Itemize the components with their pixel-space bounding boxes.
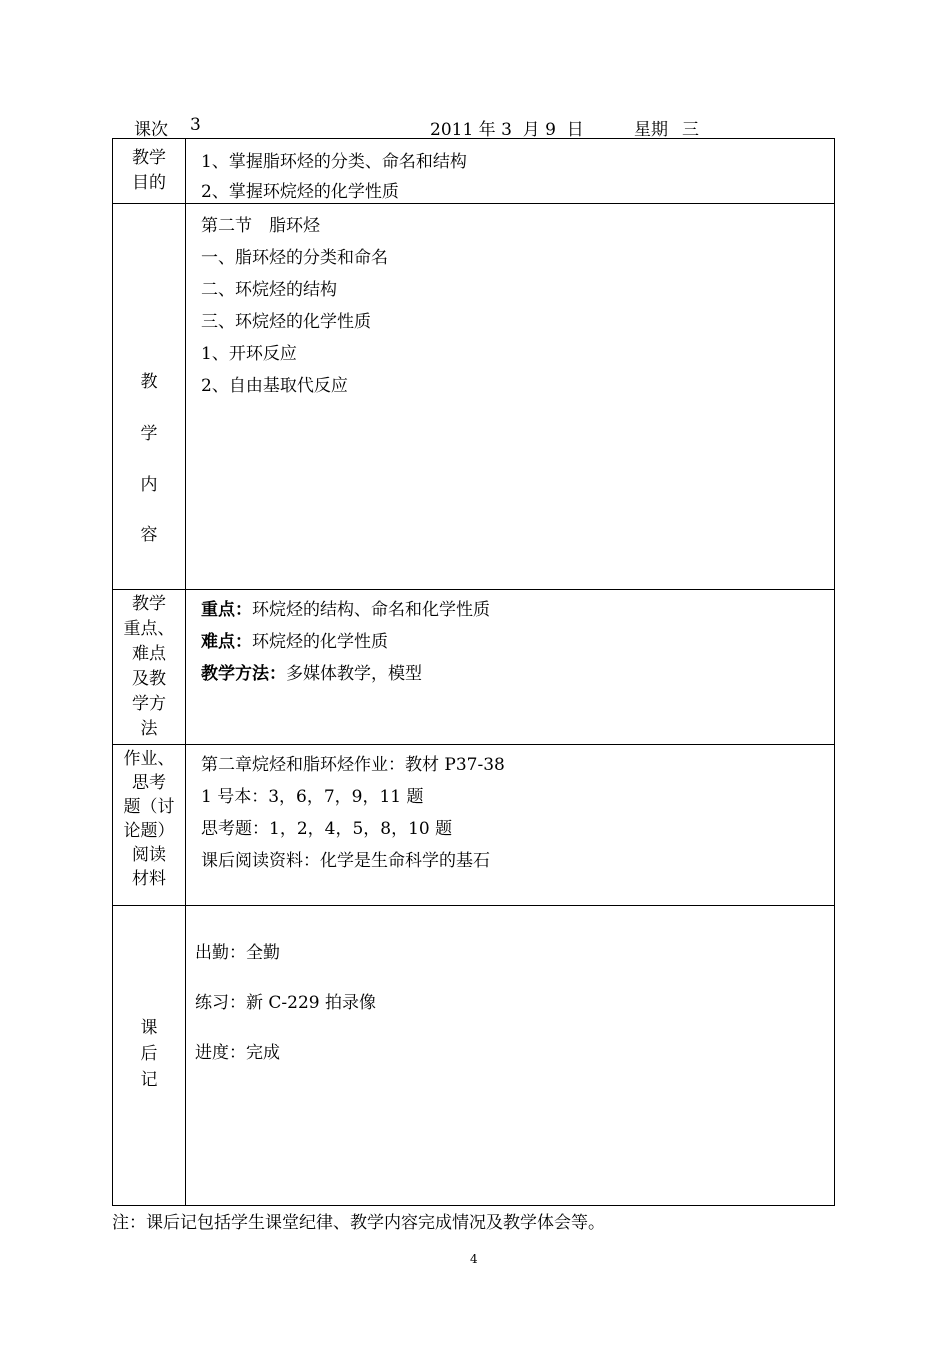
weekday-label: 星期 (634, 120, 668, 140)
post-class-item: 出勤：全勤 (195, 943, 280, 963)
homework-item: 1 号本：3，6，7，9，11 题 (201, 787, 424, 807)
footer-note: 注：课后记包括学生课堂纪律、教学内容完成情况及教学体会等。 (112, 1213, 605, 1233)
lesson-label: 课次 (134, 120, 168, 140)
homework-label-line: 作业、 (123, 749, 175, 769)
key-point-value: 环烷烃的结构、命名和化学性质 (252, 600, 490, 620)
method-label: 教学方法： (201, 664, 286, 684)
key-points-label-line: 教学 (132, 594, 166, 614)
key-point-label: 重点： (201, 600, 252, 620)
key-points-label (113, 589, 186, 744)
content-item: 一、脂环烃的分类和命名 (201, 248, 388, 268)
content-item: 2、自由基取代反应 (201, 376, 348, 396)
objectives-label-line: 教学 (132, 148, 166, 168)
content-item: 1、开环反应 (201, 344, 297, 364)
content-label-char: 学 (140, 424, 158, 444)
post-class-item: 练习：新 C-229 拍录像 (195, 993, 377, 1013)
post-class-label-char: 记 (140, 1070, 158, 1090)
date-year-unit: 年 (478, 120, 496, 140)
objective-item: 1、掌握脂环烃的分类、命名和结构 (201, 152, 467, 172)
content-body (186, 203, 834, 589)
key-points-row (113, 589, 834, 745)
key-points-label-line: 及教 (132, 669, 166, 689)
content-item: 第二节 脂环烃 (201, 216, 320, 236)
key-points-label-line: 法 (140, 719, 158, 739)
date-month-unit: 月 (522, 120, 540, 140)
content-label (113, 203, 186, 589)
date-year: 2011 (430, 120, 474, 140)
lesson-header (134, 115, 834, 139)
content-label-char: 内 (140, 475, 158, 495)
key-points-content (186, 589, 834, 744)
page-number: 4 (470, 1252, 478, 1266)
key-points-label-line: 重点、 (123, 619, 175, 639)
weekday-value: 三 (682, 120, 699, 140)
key-points-label-line: 学方 (132, 694, 166, 714)
homework-label (113, 744, 186, 905)
homework-label-line: 思考 (132, 773, 166, 793)
method-value: 多媒体教学，模型 (286, 664, 422, 684)
content-label-char: 容 (140, 525, 158, 545)
key-points-label-line: 难点 (132, 644, 166, 664)
date-month: 3 (501, 120, 512, 140)
objectives-label-line: 目的 (132, 173, 166, 193)
homework-label-line: 论题） (123, 821, 175, 841)
content-row (113, 203, 834, 590)
lesson-date (430, 115, 584, 140)
method-line (201, 658, 834, 690)
objectives-label (113, 139, 186, 203)
key-point-line (201, 594, 834, 626)
homework-content (186, 744, 834, 905)
homework-label-line: 阅读 (132, 845, 166, 865)
lesson-plan-table (112, 138, 835, 1206)
homework-label-line: 材料 (132, 869, 166, 889)
content-item: 二、环烷烃的结构 (201, 280, 337, 300)
difficult-point-value: 环烷烃的化学性质 (252, 632, 388, 652)
post-class-content (186, 905, 834, 1205)
homework-item: 思考题：1，2，4，5，8，10 题 (201, 819, 453, 839)
objective-item: 2、掌握环烷烃的化学性质 (201, 182, 399, 202)
date-day: 9 (545, 120, 556, 140)
lesson-number: 3 (190, 115, 201, 135)
objectives-content (186, 139, 834, 203)
difficult-point-line (201, 626, 834, 658)
homework-row (113, 744, 834, 906)
difficult-point-label: 难点： (201, 632, 252, 652)
post-class-row (113, 905, 834, 1205)
post-class-label (113, 905, 186, 1205)
post-class-label-char: 课 (140, 1018, 158, 1038)
date-day-unit: 日 (566, 120, 584, 140)
objectives-row (113, 139, 834, 204)
post-class-item: 进度：完成 (195, 1043, 280, 1063)
content-item: 三、环烷烃的化学性质 (201, 312, 371, 332)
homework-item: 第二章烷烃和脂环烃作业：教材 P37-38 (201, 755, 505, 775)
post-class-label-char: 后 (140, 1044, 158, 1064)
content-label-char: 教 (140, 372, 158, 392)
homework-label-line: 题（讨 (123, 797, 175, 817)
homework-item: 课后阅读资料：化学是生命科学的基石 (201, 851, 490, 871)
